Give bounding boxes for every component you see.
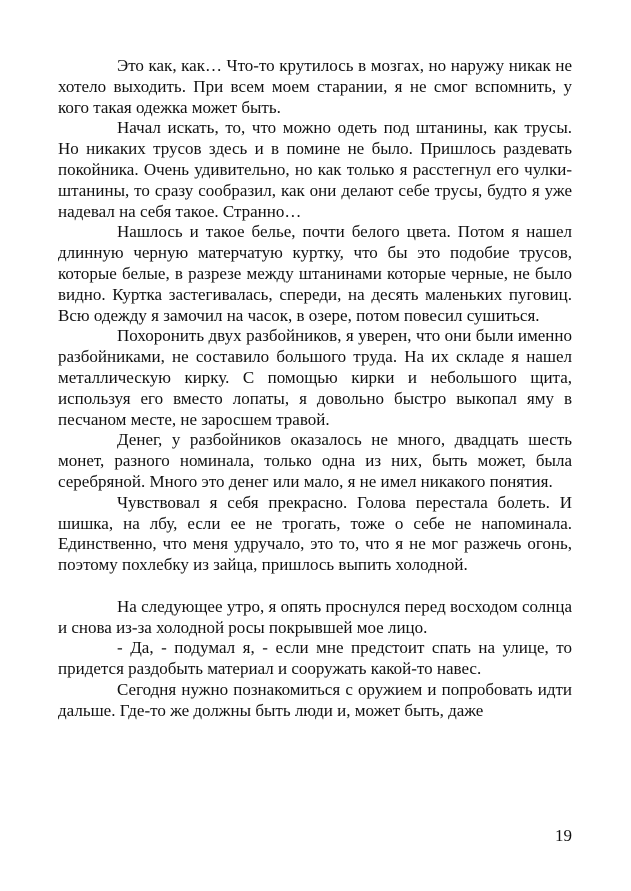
paragraph: Нашлось и такое белье, почти белого цвета. Потом я нашел длинную черную матерчатую куртку, что бы это подобие трусов, которые белые, в разрезе между штанинами которые черные, не было видно. Куртка застегивалась, спереди, на десять маленьких пуговиц. Всю одежду я замочил на часок, в озере, потом повесил сушиться. [58,222,572,325]
paragraph: Денег, у разбойников оказалось не много, двадцать шесть монет, разного номинала, только одна из них, быть может, была серебряной. Много это денег или мало, я не имел никакого понятия. [58,430,572,491]
page-number: 19 [555,826,572,845]
paragraph: На следующее утро, я опять проснулся перед восходом солнца и снова из-за холодной росы покрывшей мое лицо. [58,596,572,637]
paragraph: Сегодня нужно познакомиться с оружием и попробовать идти дальше. Где-то же должны быть люди и, может быть, даже [58,679,572,720]
paragraph: Чувствовал я себя прекрасно. Голова перестала болеть. И шишка, на лбу, если ее не трогать, тоже о себе не напоминала. Единственно, что меня удручало, это то, что я не мог разжечь огонь, поэтому похлебку из зайца, пришлось выпить холодной. [58,492,572,575]
body-text [58,56,572,722]
paragraph: Это как, как… Что-то крутилось в мозгах, но наружу никак не хотело выходить. При всем моем старании, я не смог вспомнить, у кого такая одежка может быть. [58,56,572,117]
paragraph: Начал искать, то, что можно одеть под штанины, как трусы. Но никаких трусов здесь и в помине не было. Пришлось раздевать покойника. Очень удивительно, но как только я расстегнул его чулки-штанины, то сразу сообразил, как они делают себе трусы, будто я уже надевал на себя такое. Странно… [58,118,572,221]
paragraph: Похоронить двух разбойников, я уверен, что они были именно разбойниками, не составило большого труда. На их складе я нашел металлическую кирку. С помощью кирки и небольшого щита, используя его вместо лопаты, я довольно быстро выкопал яму в песчаном месте, не заросшем травой. [58,326,572,429]
paragraph: - Да, - подумал я, - если мне предстоит спать на улице, то придется раздобыть материал и сооружать какой-то навес. [58,638,572,679]
